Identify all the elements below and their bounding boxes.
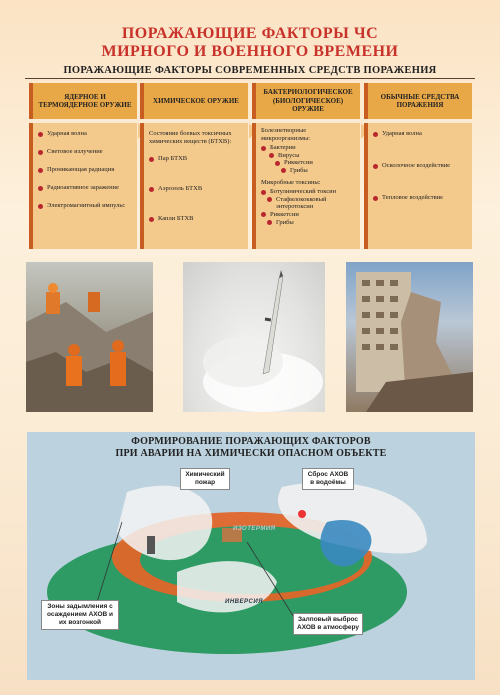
column-intro-2: Микробные токсины: — [261, 178, 321, 186]
list-item — [38, 184, 132, 192]
list-item — [261, 196, 355, 211]
column-nuclear — [29, 83, 137, 249]
column-body — [140, 123, 248, 249]
label-chemical-fire: Химический пожар — [180, 468, 230, 490]
list-item-text: Капли БТХВ — [158, 215, 194, 222]
bullet-icon — [261, 190, 266, 195]
building-illustration — [346, 262, 473, 412]
list-item-text: Ударная волна — [47, 130, 87, 137]
list-item-text: Световое излучение — [47, 148, 103, 155]
column-intro: Болезнетворные микроорганизмы: — [261, 127, 311, 142]
bullet-icon — [269, 153, 274, 158]
bullet-icon — [38, 132, 43, 137]
bullet-icon — [267, 220, 272, 225]
bullet-icon — [149, 217, 154, 222]
column-body — [252, 123, 360, 249]
column-head: ЯДЕРНОЕ И ТЕРМОЯДЕРНОЕ ОРУЖИЕ — [29, 83, 137, 119]
collapsed-building-photo — [346, 262, 473, 412]
missile-launch-photo — [183, 262, 325, 412]
bullet-icon — [38, 186, 43, 191]
list-item — [261, 219, 355, 227]
list-item-text: Проникающая радиация — [47, 166, 115, 173]
column-biological — [252, 83, 360, 249]
column-body — [364, 123, 472, 249]
label-water-discharge: Сброс АХОВ в водоёмы — [302, 468, 354, 490]
bullet-icon — [267, 197, 272, 202]
list-item — [261, 152, 355, 160]
list-item — [261, 211, 355, 219]
list-item-text: Вирусы — [278, 151, 300, 159]
list-item — [149, 215, 243, 223]
list-item — [149, 155, 243, 163]
bullet-icon — [38, 150, 43, 155]
bullet-icon — [373, 132, 378, 137]
divider — [25, 78, 475, 79]
list-item-text: Бактерии — [270, 144, 296, 152]
bullet-icon — [281, 168, 286, 173]
page-title-line2: МИРНОГО И ВОЕННОГО ВРЕМЕНИ — [101, 43, 399, 60]
column-head: БАКТЕРИОЛОГИЧЕСКОЕ (БИОЛОГИЧЕСКОЕ) ОРУЖИЕ — [252, 83, 360, 119]
list-item — [373, 194, 467, 202]
list-item-text: Риккетсии — [270, 210, 299, 218]
list-item — [38, 166, 132, 174]
inversion-label: ИНВЕРСИЯ — [225, 599, 264, 605]
list-item — [38, 130, 132, 138]
list-item-text: Осколочное воздействие — [382, 162, 451, 169]
column-chemical — [140, 83, 248, 249]
bullet-icon — [38, 168, 43, 173]
bullet-icon — [261, 212, 266, 217]
list-item — [38, 148, 132, 156]
column-body — [29, 123, 137, 249]
page-title: ПОРАЖАЮЩИЕ ФАКТОРЫ ЧС — [121, 25, 379, 42]
list-item-text: Стафилококковый энтеротоксин — [276, 195, 327, 211]
list-item-text: Аэрозоль БТХВ — [158, 185, 203, 192]
label-volley-release: Залповый выброс АХОВ в атмосферу — [293, 613, 363, 635]
list-item-text: Электромагнитный импульс — [47, 202, 126, 209]
bullet-icon — [149, 187, 154, 192]
rescue-workers-illustration — [26, 262, 153, 412]
section-subtitle: ПОРАЖАЮЩИЕ ФАКТОРЫ СОВРЕМЕННЫХ СРЕДСТВ ПОРАЖЕНИЯ — [63, 65, 437, 76]
column-head: ОБЫЧНЫЕ СРЕДСТВА ПОРАЖЕНИЯ — [364, 83, 472, 119]
diagram-title-line2: ПРИ АВАРИИ НА ХИМИЧЕСКИ ОПАСНОМ ОБЪЕКТЕ — [115, 448, 387, 459]
bullet-icon — [149, 157, 154, 162]
list-item-text: Риккетсии — [284, 159, 313, 167]
diagram-title: ФОРМИРОВАНИЕ ПОРАЖАЮЩИХ ФАКТОРОВ — [131, 436, 371, 447]
diagram-panel — [27, 432, 475, 680]
list-item-text: Грибы — [290, 166, 308, 174]
list-item — [261, 144, 355, 152]
label-smoke-zones: Зоны задымления с осаждением АХОВ и их возгонкой — [41, 600, 119, 630]
bullet-icon — [275, 161, 280, 166]
column-intro: Состояние боевых токсичных химических веществ (БТХВ): — [149, 130, 232, 145]
list-item — [373, 162, 467, 170]
bullet-icon — [373, 196, 378, 201]
diagram-illustration — [27, 432, 475, 680]
list-item-text: Ударная волна — [382, 130, 422, 137]
list-item — [261, 188, 355, 196]
missile-illustration — [183, 262, 325, 412]
list-item-text: Ботулинический токсин — [270, 188, 337, 196]
list-item — [149, 185, 243, 193]
column-conventional — [364, 83, 472, 249]
list-item-text: Пар БТХВ — [158, 155, 188, 162]
list-item — [38, 202, 132, 210]
rescue-workers-photo — [26, 262, 153, 412]
isotherm-label: ИЗОТЕРМИЯ — [233, 526, 276, 532]
bullet-icon — [38, 204, 43, 209]
list-item — [261, 159, 355, 167]
list-item — [261, 167, 355, 175]
list-item-text: Тепловое воздействие — [382, 194, 443, 201]
bullet-icon — [373, 164, 378, 169]
list-item — [373, 130, 467, 138]
bullet-icon — [261, 146, 266, 151]
list-item-text: Радиоактивное заражение — [47, 184, 119, 191]
column-head: ХИМИЧЕСКОЕ ОРУЖИЕ — [140, 83, 248, 119]
list-item-text: Грибы — [276, 218, 294, 226]
